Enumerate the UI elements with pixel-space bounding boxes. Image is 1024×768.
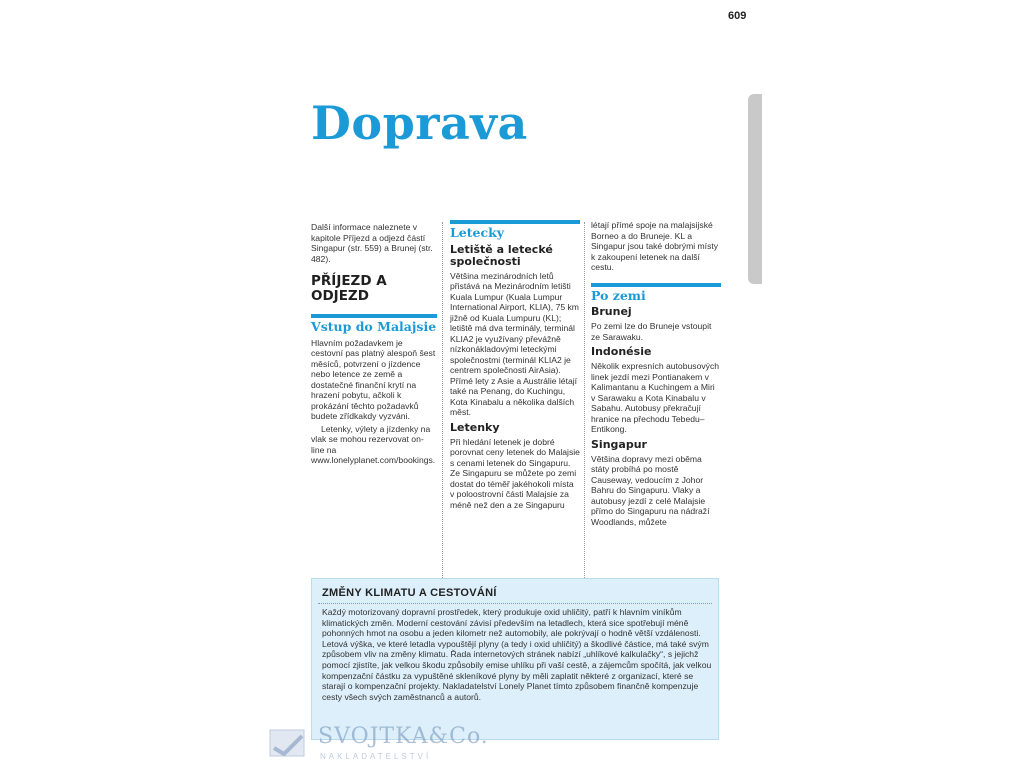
subheading-tickets: Letenky (450, 420, 500, 434)
tickets-paragraph: Při hledání letenek je dobré porovnat ceny letenek do Malajsie s cenami letenek do Singapuru. Ze Singapuru se můžete po zemi dostat do téměř jakéhokoli místa v poloostrovní části Malajsie za méně než den a ze Singapuru (450, 436, 580, 510)
indonesia-paragraph: Několik expresních autobusových linek jezdí mezi Pontianakem v Kalimantanu a Kuchingem a Miri v Sarawaku a Kota Kinabalu v Sabahu. Autobusy překračují hranice na přechodu Tebedu–Entikong. (591, 361, 720, 434)
subheading-singapore: Singapur (591, 437, 647, 451)
entry-paragraph: Hlavním požadavkem je cestovní pas platný alespoň šest měsíců, potvrzení o jízdence nebo letence ze země a dostatečné finanční krytí na hrazení pobytu, ačkoli k prokázání těchto požadavků budete zřídkakdy vyzváni. (311, 337, 436, 421)
climate-box-paragraph: Každý motorizovaný dopravní prostředek, který produkuje oxid uhličitý, patří k hlavním viníkům klimatických změn. Moderní cestování závisí především na letadlech, která sice spotřebují méně pohonných hmot na osobu a jeden kilometr než automobily, ale pokrývají o hodně větší vzdálenosti. Letová výška, ve které letadla vypouštějí plyny (a tedy i oxid uhličitý) a škodlivé částice, má také svým způsobem vliv na změny klimatu. Řada internetových stránek nabízí „uhlíkové kalkulačky“, s jejichž pomocí zjistíte, jak velkou škodu způsobily emise uhlíku při vaší cestě, a zájemcům spočítá, jak velkou kompenzační částku za vypuštěné skleníkové plyny by měli zaplatit některé z organizací, které se starají o kompenzační projekty. Nakladatelství Lonely Planet tímto způsobem finančně kompenzuje cesty všech svých zaměstnanců a autorů. (322, 607, 712, 702)
book-logo-icon (268, 726, 308, 760)
subheading-indonesia: Indonésie (591, 345, 652, 358)
column-divider (584, 222, 585, 582)
climate-box-title: ZMĚNY KLIMATU A CESTOVÁNÍ (322, 587, 497, 599)
intro-paragraph: Další informace naleznete v kapitole Příjezd a odjezd částí Singapur (str. 559) a Brunej (str. 482). (311, 222, 433, 264)
arrival-departure-heading: PŘÍJEZD A ODJEZD (311, 273, 387, 304)
climate-change-box (311, 578, 719, 740)
singapore-paragraph: Většina dopravy mezi oběma státy probíhá po mostě Causeway, vedoucím z Johor Bahru do Singapuru. Vlaky a autobusy jezdí z celé Malajsie přímo do Singapuru na nádraží Woodlands, můžete (591, 453, 710, 527)
publisher-watermark (268, 722, 489, 768)
watermark-sub: NAKLADATELSTVÍ (320, 752, 432, 761)
watermark-name: SVOJTKA&Co. (318, 724, 489, 749)
continued-paragraph: létají přímé spoje na malajsijské Borneo a do Bruneje. KL a Singapur jsou také dobrými místy k zakoupení letenek na další cestu. (591, 220, 719, 272)
subheading-airports: Letiště a letecké společnosti (450, 242, 553, 268)
section-heading-air: Letecky (450, 220, 580, 239)
subheading-brunei: Brunej (591, 305, 632, 318)
column-divider (442, 222, 443, 582)
page-number: 609 (728, 10, 747, 22)
section-heading-entry: Vstup do Malajsie (311, 314, 437, 333)
airports-paragraph: Většina mezinárodních letů přistává na Mezinárodním letišti Kuala Lumpur (Kuala Lumpur International Airport, KLIA), 75 km jižně od Kuala Lumpuru (KL); letiště má dva terminály, terminál KLIA2 je využívaný převážně nízkonákladovými leteckými společnostmi (terminál KLIA2 je centrem společnosti AirAsia). Přímé lety z Asie a Austrálie létají také na Penang, do Kuchingu, Kota Kinabalu a několika dalších měst. (450, 270, 579, 417)
bookings-paragraph: Letenky, výlety a jízdenky na vlak se mohou rezervovat on-line na www.lonelyplanet.com/bookings. (311, 423, 436, 465)
page-title: Doprava (311, 96, 528, 150)
column-1 (311, 222, 437, 468)
section-heading-land: Po zemi (591, 283, 721, 302)
brunei-paragraph: Po zemi lze do Bruneje vstoupit ze Sarawaku. (591, 321, 712, 342)
chapter-side-tab (748, 94, 762, 284)
column-3 (591, 220, 721, 529)
column-2 (450, 220, 580, 512)
climate-box-text (322, 607, 712, 702)
climate-box-rule (318, 603, 712, 604)
